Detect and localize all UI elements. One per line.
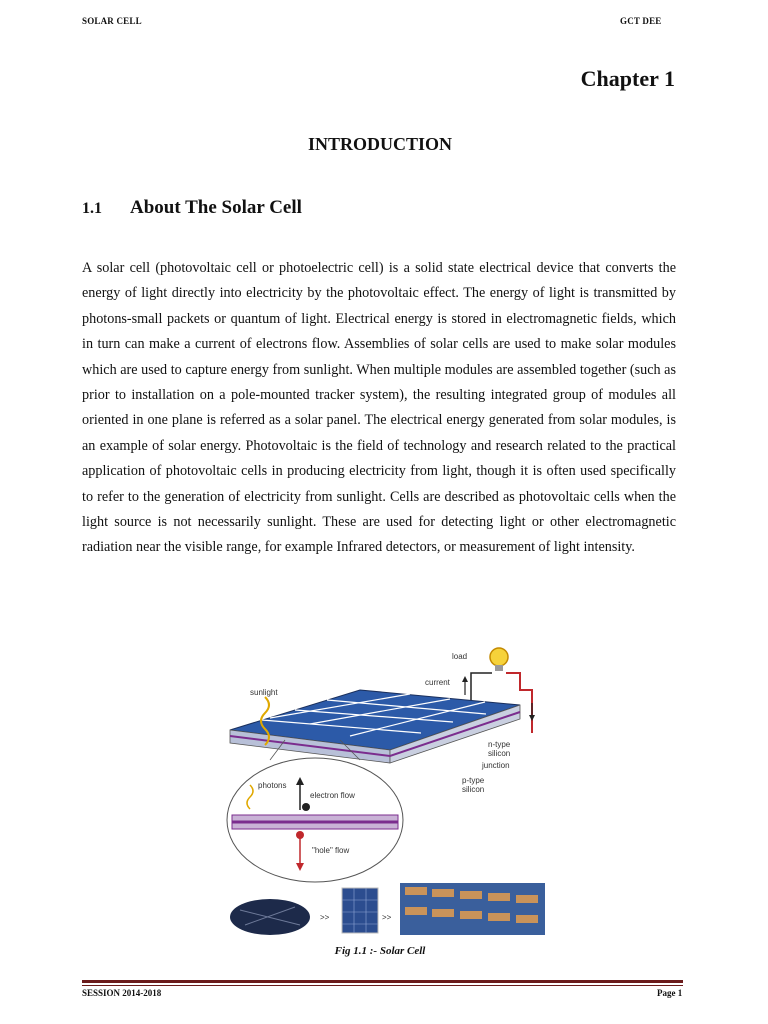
label-hole-flow: "hole" flow (312, 846, 350, 855)
flow-arrow-2: >> (382, 913, 392, 922)
footer-rule (82, 980, 683, 983)
label-current: current (425, 678, 450, 687)
running-header-right: GCT DEE (620, 16, 662, 26)
photo-strip (230, 883, 545, 935)
footer-session: SESSION 2014-2018 (82, 988, 162, 998)
solar-cell-figure (220, 635, 550, 935)
section-number: 1.1 (82, 200, 102, 217)
running-header-left: SOLAR CELL (82, 16, 142, 26)
chapter-label: Chapter 1 (580, 66, 675, 91)
body-paragraph: A solar cell (photovoltaic cell or photoelectric cell) is a solid state electrical device that converts the energy of light directly into electricity by the photovoltaic effect. The energy of light is transmitted by photons-small packets or quantum of light. Electrical energy is stored in electromagnetic fields, which in turn can make a current of electrons flow. Assemblies of solar cells are used to make solar modules which are used to capture energy from sunlight. When multiple modules are assembled together (such as prior to installation on a pole-mounted tracker system), the resulting integrated group of modules all oriented in one plane is referred as a solar panel. The electrical energy generated from solar modules, is an example of solar energy. Photovoltaic is the field of technology and research related to the practical application of photovoltaic cells in producing electricity from light, though it is often used specifically to refer to the generation of electricity from sunlight. Cells are described as photovoltaic cells when the light source is not necessarily sunlight. These are used for detecting light or other electromagnetic radiation near the visible range, for example Infrared detectors, or measurement of light intensity. (82, 260, 676, 556)
label-p-type-2: silicon (462, 785, 485, 794)
label-junction: junction (482, 761, 510, 770)
footer-page-number: Page 1 (657, 988, 683, 998)
module-image (342, 888, 378, 933)
label-load: load (452, 652, 468, 661)
figure-caption: Fig 1.1 :- Solar Cell (334, 945, 426, 957)
solar-panel (230, 690, 520, 763)
label-n-type: n-type (488, 740, 511, 749)
label-photons: photons (258, 781, 287, 790)
chapter-heading: INTRODUCTION (307, 134, 453, 154)
label-n-type-2: silicon (488, 749, 511, 758)
flow-arrow-1: >> (320, 913, 330, 922)
footer-rule-thin (82, 985, 683, 986)
section-title: About The Solar Cell (130, 197, 302, 218)
label-p-type: p-type (462, 776, 485, 785)
label-electron-flow: electron flow (310, 791, 355, 800)
label-sunlight: sunlight (250, 688, 278, 697)
bulb-icon (490, 648, 508, 671)
